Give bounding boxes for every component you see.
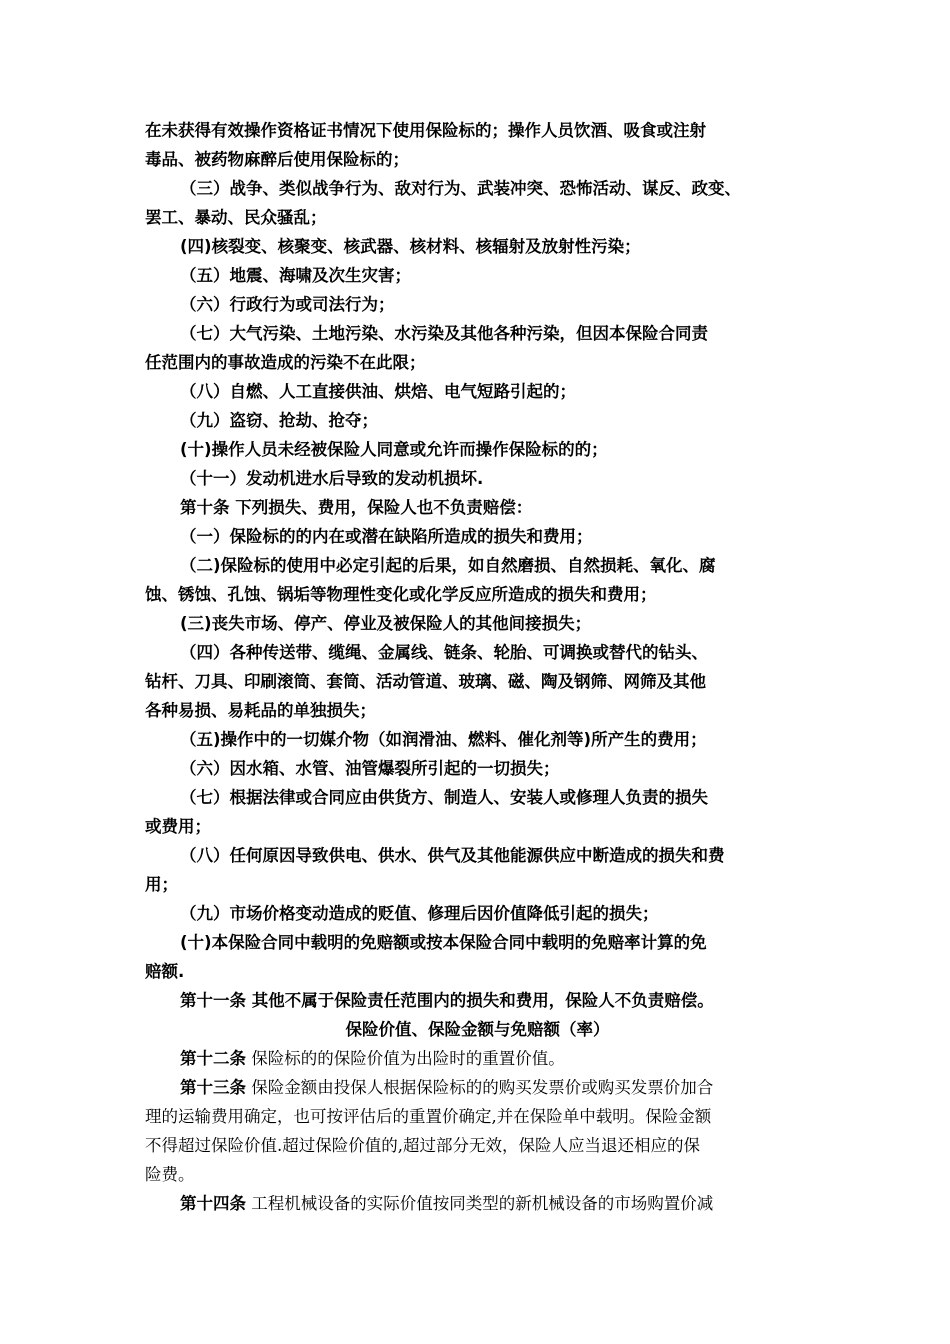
text-line: 赔额.	[145, 962, 185, 981]
article-label: 第十三条	[180, 1078, 246, 1097]
text-line: （六）行政行为或司法行为；	[180, 295, 395, 314]
article-text: 险费。	[145, 1165, 195, 1184]
text-line: （八）自燃、人工直接供油、烘焙、电气短路引起的；	[180, 382, 576, 401]
text-line: （九）市场价格变动造成的贬值、修理后因价值降低引起的损失；	[180, 904, 659, 923]
article-label: 第十二条	[180, 1049, 246, 1068]
text-line: (十)操作人员未经被保险人同意或允许而操作保险标的的；	[180, 440, 608, 459]
article-text: 理的运输费用确定，也可按评估后的重置价确定,并在保险单中载明。保险金额	[145, 1107, 712, 1126]
article-text: 保险标的的保险价值为出险时的重置价值。	[246, 1049, 565, 1068]
text-line: （四）各种传送带、缆绳、金属线、链条、轮胎、可调换或替代的钻头、	[180, 643, 708, 662]
text-line: （五）地震、海啸及次生灾害；	[180, 266, 411, 285]
text-line: 任范围内的事故造成的污染不在此限；	[145, 353, 426, 372]
text-line: （三）战争、类似战争行为、敌对行为、武装冲突、恐怖活动、谋反、政变、	[180, 179, 741, 198]
text-line: （七）根据法律或合同应由供货方、制造人、安装人或修理人负责的损失	[180, 788, 708, 807]
text-line: （八）任何原因导致供电、供水、供气及其他能源供应中断造成的损失和费	[180, 846, 725, 865]
text-line: （十一）发动机进水后导致的发动机损坏.	[180, 469, 484, 488]
text-line: （五)操作中的一切媒介物（如润滑油、燃料、催化剂等)所产生的费用；	[180, 730, 707, 749]
text-line	[145, 1131, 810, 1160]
text-line: 各种易损、易耗品的单独损失；	[145, 701, 376, 720]
text-line: （二)保险标的使用中必定引起的后果，如自然磨损、自然损耗、氧化、腐	[180, 556, 716, 575]
article-14	[145, 1189, 810, 1218]
text-line: （六）因水箱、水管、油管爆裂所引起的一切损失；	[180, 759, 560, 778]
text-line: (四)核裂变、核聚变、核武器、核材料、核辐射及放射性污染；	[180, 237, 641, 256]
article-10-heading: 第十条 下列损失、费用，保险人也不负责赔偿：	[180, 498, 533, 517]
text-line: (十)本保险合同中载明的免赔额或按本保险合同中载明的免赔率计算的免	[180, 933, 707, 952]
article-text: 保险金额由投保人根据保险标的的购买发票价或购买发票价加合	[246, 1078, 714, 1097]
document-body	[145, 116, 810, 1218]
article-12	[145, 1044, 810, 1073]
article-13	[145, 1073, 810, 1102]
text-line: （九）盗窃、抢劫、抢夺；	[180, 411, 378, 430]
text-line: 蚀、锈蚀、孔蚀、锅垢等物理性变化或化学反应所造成的损失和费用；	[145, 585, 657, 604]
text-line: 在未获得有效操作资格证书情况下使用保险标的；操作人员饮酒、吸食或注射	[145, 121, 706, 140]
article-text: 工程机械设备的实际价值按同类型的新机械设备的市场购置价减	[246, 1194, 714, 1213]
text-line: 钻杆、刀具、印刷滚筒、套筒、活动管道、玻璃、磁、陶及钢筛、网筛及其他	[145, 672, 706, 691]
text-line: （一）保险标的的内在或潜在缺陷所造成的损失和费用；	[180, 527, 593, 546]
text-line	[145, 1160, 810, 1189]
text-line: 毒品、被药物麻醉后使用保险标的；	[145, 150, 409, 169]
text-line: 用；	[145, 875, 178, 894]
text-line: 罢工、暴动、民众骚乱；	[145, 208, 327, 227]
text-line	[145, 1102, 810, 1131]
article-label: 第十四条	[180, 1194, 246, 1213]
article-11-heading: 第十一条 其他不属于保险责任范围内的损失和费用，保险人不负责赔偿。	[180, 991, 714, 1010]
text-line: （七）大气污染、土地污染、水污染及其他各种污染，但因本保险合同责	[180, 324, 708, 343]
text-line: (三)丧失市场、停产、停业及被保险人的其他间接损失；	[180, 614, 592, 633]
text-line: 或费用；	[145, 817, 211, 836]
article-text: 不得超过保险价值.超过保险价值的,超过部分无效，保险人应当退还相应的保	[145, 1136, 700, 1155]
section-title: 保险价值、保险金额与免赔额（率）	[345, 1020, 610, 1039]
